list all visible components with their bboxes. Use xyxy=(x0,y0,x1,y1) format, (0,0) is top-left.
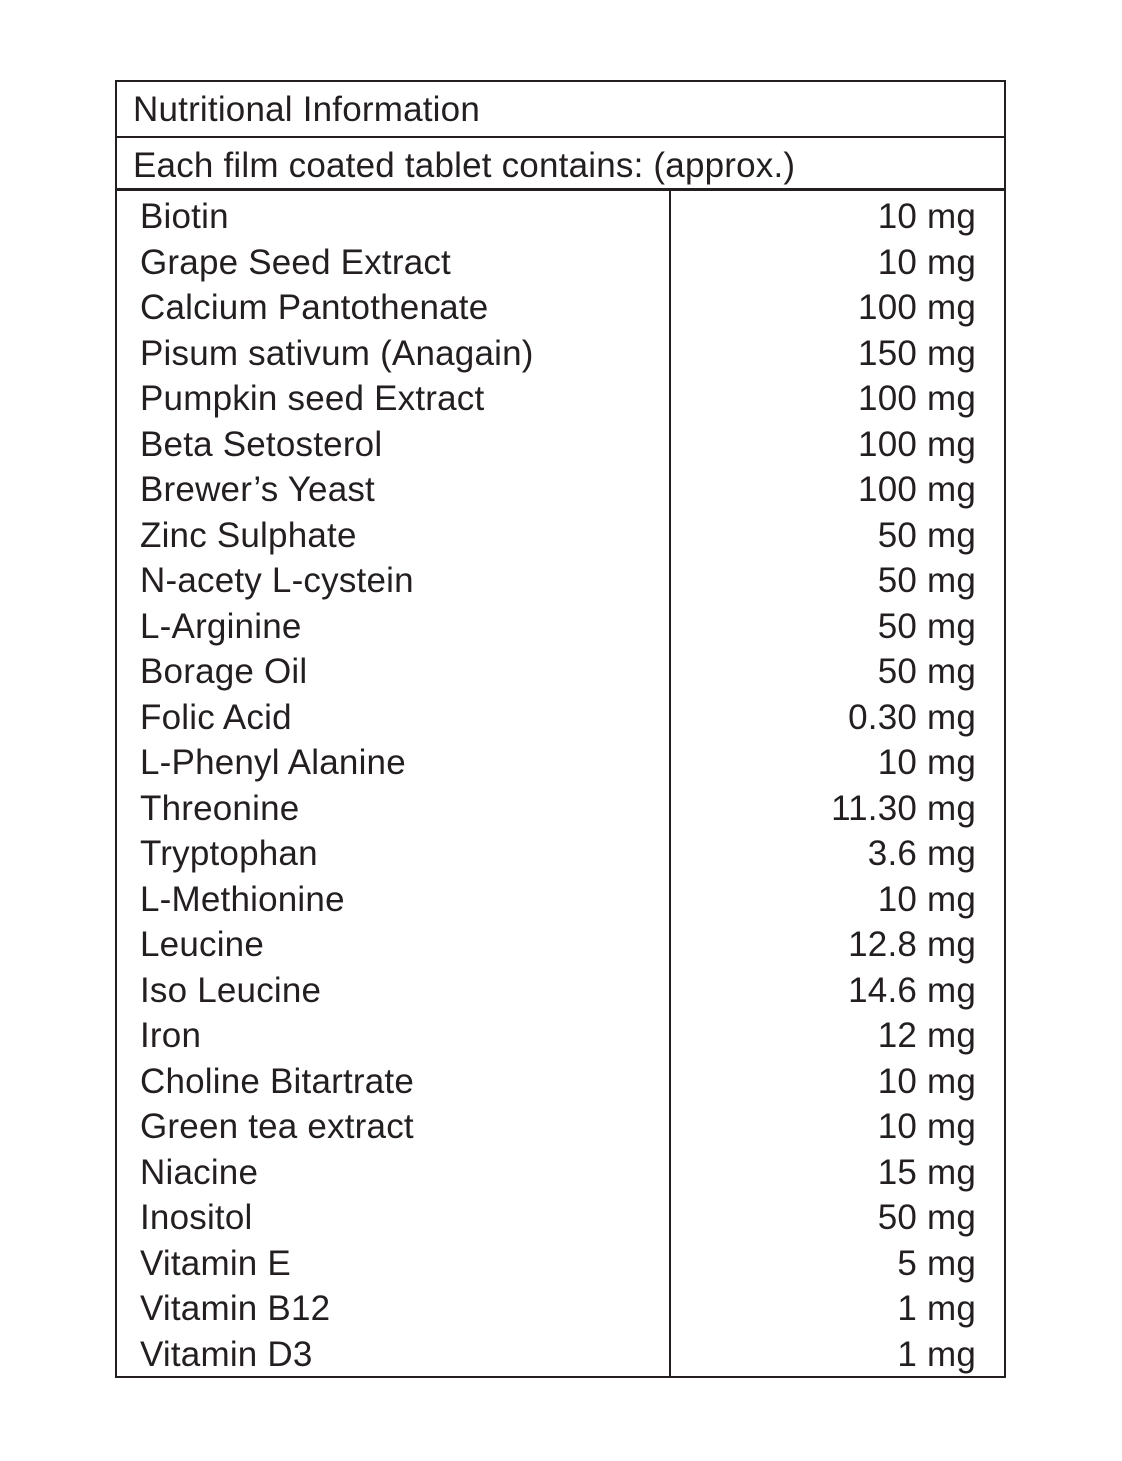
table-title: Nutritional Information xyxy=(117,82,1004,138)
nutrition-table xyxy=(115,80,1006,1378)
ingredient-amount: 10 mg xyxy=(877,197,976,236)
ingredient-name: L-Arginine xyxy=(140,606,302,646)
ingredient-list xyxy=(117,194,1004,1377)
ingredient-amount: 50 mg xyxy=(877,561,976,600)
ingredient-name: Brewer’s Yeast xyxy=(140,470,375,509)
table-row xyxy=(117,513,1004,559)
ingredient-name: N-acety L-cystein xyxy=(140,561,414,600)
table-row xyxy=(117,376,1004,422)
ingredient-amount: 50 mg xyxy=(877,1198,976,1237)
ingredient-name: Borage Oil xyxy=(140,652,308,691)
ingredient-name: L-Methionine xyxy=(140,879,345,919)
table-row xyxy=(117,422,1004,468)
ingredient-amount: 100 mg xyxy=(858,379,976,418)
table-row xyxy=(117,1059,1004,1105)
ingredient-amount: 50 mg xyxy=(877,515,976,555)
table-row xyxy=(117,1195,1004,1241)
ingredient-name: Beta Setosterol xyxy=(140,424,383,464)
ingredient-amount: 1 mg xyxy=(897,1289,976,1328)
ingredient-name: Tryptophan xyxy=(140,834,318,873)
ingredient-amount: 100 mg xyxy=(858,424,976,464)
ingredient-name: Green tea extract xyxy=(140,1107,414,1146)
ingredient-amount: 14.6 mg xyxy=(848,970,976,1010)
ingredient-name: Biotin xyxy=(140,197,229,236)
ingredient-amount: 15 mg xyxy=(877,1152,976,1192)
ingredient-name: Inositol xyxy=(140,1198,253,1237)
ingredient-amount: 12 mg xyxy=(877,1016,976,1055)
ingredient-amount: 50 mg xyxy=(877,652,976,691)
ingredient-name: Vitamin D3 xyxy=(140,1334,313,1374)
ingredient-name: Grape Seed Extract xyxy=(140,242,451,282)
table-subtitle: Each film coated tablet contains: (approx.) xyxy=(117,138,1004,191)
table-row xyxy=(117,467,1004,513)
ingredient-amount: 3.6 mg xyxy=(867,834,976,873)
table-row xyxy=(117,922,1004,968)
ingredient-name: Iso Leucine xyxy=(140,970,322,1010)
ingredient-amount: 10 mg xyxy=(877,242,976,282)
table-row xyxy=(117,331,1004,377)
ingredient-amount: 10 mg xyxy=(877,1107,976,1146)
table-row xyxy=(117,1104,1004,1150)
table-row xyxy=(117,1013,1004,1059)
table-row xyxy=(117,1150,1004,1196)
ingredient-amount: 10 mg xyxy=(877,743,976,782)
ingredient-amount: 11.30 mg xyxy=(831,788,976,828)
table-row xyxy=(117,194,1004,240)
ingredient-name: Pumpkin seed Extract xyxy=(140,379,485,418)
ingredient-amount: 12.8 mg xyxy=(848,925,976,964)
ingredient-name: Leucine xyxy=(140,925,265,964)
ingredient-name: Folic Acid xyxy=(140,697,292,737)
ingredient-amount: 10 mg xyxy=(877,879,976,919)
ingredient-name: Niacine xyxy=(140,1152,259,1192)
table-row xyxy=(117,285,1004,331)
ingredient-name: Threonine xyxy=(140,788,300,828)
table-row xyxy=(117,740,1004,786)
table-row xyxy=(117,968,1004,1014)
ingredient-amount: 100 mg xyxy=(858,288,976,327)
ingredient-amount: 1 mg xyxy=(897,1334,976,1374)
table-row xyxy=(117,695,1004,741)
ingredient-name: Calcium Pantothenate xyxy=(140,288,489,327)
table-row xyxy=(117,604,1004,650)
ingredient-name: Vitamin B12 xyxy=(140,1289,331,1328)
table-row xyxy=(117,558,1004,604)
ingredient-name: Pisum sativum (Anagain) xyxy=(140,333,534,373)
ingredient-name: Vitamin E xyxy=(140,1243,291,1283)
ingredient-name: Iron xyxy=(140,1016,202,1055)
ingredient-amount: 150 mg xyxy=(858,333,976,373)
table-row xyxy=(117,877,1004,923)
ingredient-amount: 5 mg xyxy=(897,1243,976,1283)
table-row xyxy=(117,1286,1004,1332)
table-row xyxy=(117,831,1004,877)
ingredient-amount: 100 mg xyxy=(858,470,976,509)
ingredient-amount: 0.30 mg xyxy=(848,697,976,737)
ingredient-amount: 50 mg xyxy=(877,606,976,646)
table-row xyxy=(117,649,1004,695)
table-row xyxy=(117,240,1004,286)
table-row xyxy=(117,1241,1004,1287)
ingredient-name: L-Phenyl Alanine xyxy=(140,743,406,782)
ingredient-amount: 10 mg xyxy=(877,1061,976,1101)
table-row xyxy=(117,786,1004,832)
ingredient-name: Choline Bitartrate xyxy=(140,1061,415,1101)
table-row xyxy=(117,1332,1004,1378)
ingredient-name: Zinc Sulphate xyxy=(140,515,357,555)
